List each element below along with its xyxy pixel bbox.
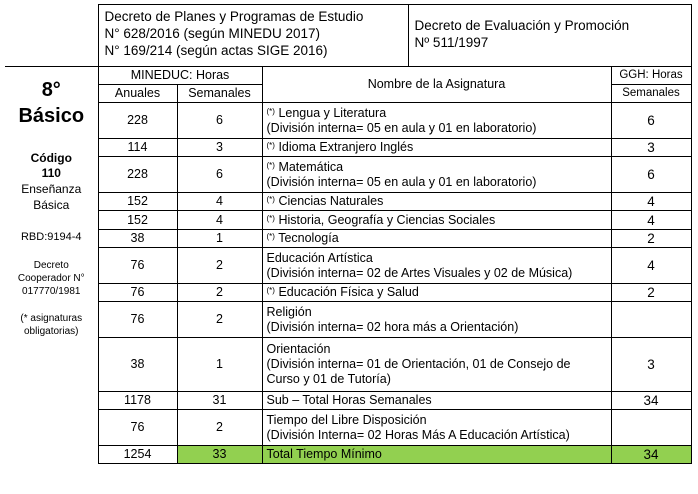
obligatory-marker: (*) <box>266 213 275 223</box>
ggh-hours-cell: 3 <box>611 139 691 157</box>
subject-name-cell <box>262 230 611 248</box>
subject-row <box>5 284 691 302</box>
ggh-hours-cell: 4 <box>611 248 691 284</box>
ggh-hours-cell: 2 <box>611 230 691 248</box>
obligatory-marker: (*) <box>266 106 275 116</box>
subject-detail: (División interna= 01 de Orientación, 01 de Consejo de <box>266 357 571 371</box>
ggh-hours-cell <box>611 410 691 446</box>
decreto-evaluacion-line: Decreto de Evaluación y Promoción <box>414 18 630 33</box>
subject-name: Sub – Total Horas Semanales <box>266 393 432 407</box>
anual-hours-cell: 38 <box>98 230 177 248</box>
weekly-hours-cell: 6 <box>177 157 262 193</box>
weekly-hours-cell: 3 <box>177 139 262 157</box>
subject-detail: (División Interna= 02 Horas Más A Educación Artística) <box>266 427 570 442</box>
weekly-hours-cell: 2 <box>177 410 262 446</box>
subject-name-cell <box>262 284 611 302</box>
subject-row <box>5 211 691 230</box>
subject-row <box>5 230 691 248</box>
anual-hours-cell: 1178 <box>98 392 177 410</box>
codigo-number: 110 <box>41 166 61 180</box>
anual-hours-cell: 114 <box>98 139 177 157</box>
ggh-hours-cell <box>611 302 691 338</box>
ggh-hours-cell: 4 <box>611 193 691 211</box>
obligatory-marker: (*) <box>266 232 275 241</box>
ggh-hours-cell: 6 <box>611 103 691 139</box>
ggh-header: GGH: Horas <box>611 67 691 85</box>
subject-name: Educación Física y Salud <box>278 285 419 299</box>
subject-row <box>5 139 691 157</box>
anual-hours-cell: 76 <box>98 284 177 302</box>
nota-obligatorias: (* asignaturas <box>20 313 83 324</box>
subject-name-cell <box>262 302 611 338</box>
codigo-label: Código <box>30 151 72 165</box>
subject-name: Historia, Geografía y Ciencias Sociales <box>278 212 496 227</box>
subject-detail: (División interna= 05 en aula y 01 en laboratorio) <box>266 120 537 135</box>
anual-hours-cell: 76 <box>98 410 177 446</box>
ggh-hours-cell: 3 <box>611 338 691 392</box>
subject-name-cell <box>262 103 611 139</box>
subject-name-cell <box>262 410 611 446</box>
ggh-hours-cell: 6 <box>611 157 691 193</box>
anual-hours-cell: 152 <box>98 211 177 230</box>
subject-name-cell <box>262 446 611 464</box>
subject-name: Educación Artística <box>266 250 373 265</box>
obligatory-marker: (*) <box>266 141 275 150</box>
weekly-hours-cell: 2 <box>177 284 262 302</box>
decreto-planes-line: N° 169/214 (según actas SIGE 2016) <box>104 43 328 58</box>
weekly-hours-cell: 4 <box>177 193 262 211</box>
ggh-hours-cell: 34 <box>611 392 691 410</box>
subject-name: Tiempo del Libre Disposición <box>266 412 427 427</box>
subject-detail: (División interna= 02 hora más a Orientación) <box>266 319 519 334</box>
subject-name-cell <box>262 392 611 410</box>
subject-name-cell <box>262 139 611 157</box>
decreto-cooperador-line: Cooperador N° <box>17 273 85 284</box>
grade-label-2: Básico <box>18 105 85 127</box>
ggh-semanales-header: Semanales <box>611 85 691 103</box>
subject-row <box>5 338 691 392</box>
subject-detail: Curso y 01 de Tutoría) <box>266 372 391 386</box>
anual-hours-cell: 228 <box>98 103 177 139</box>
anual-hours-cell: 1254 <box>98 446 177 464</box>
mineduc-header: MINEDUC: Horas <box>98 67 262 85</box>
subject-name: Tecnología <box>278 231 339 245</box>
decreto-planes-line: N° 628/2016 (según MINEDU 2017) <box>104 26 321 41</box>
decreto-evaluacion-header <box>408 5 691 67</box>
subject-name: Matemática <box>278 159 344 174</box>
weekly-hours-cell: 4 <box>177 211 262 230</box>
grade-label: 8° <box>41 79 61 101</box>
subject-detail: (División interna= 02 de Artes Visuales y 02 de Música) <box>266 265 573 280</box>
subject-row <box>5 103 691 139</box>
weekly-hours-cell: 1 <box>177 338 262 392</box>
anuales-header: Anuales <box>98 85 177 103</box>
anual-hours-cell: 76 <box>98 302 177 338</box>
anual-hours-cell: 38 <box>98 338 177 392</box>
weekly-hours-cell: 33 <box>177 446 262 464</box>
subject-row <box>5 410 691 446</box>
curriculum-table <box>5 4 692 464</box>
weekly-hours-cell: 31 <box>177 392 262 410</box>
nota-obligatorias: obligatorias) <box>24 326 79 337</box>
anual-hours-cell: 76 <box>98 248 177 284</box>
subject-name: Orientación <box>266 342 331 356</box>
obligatory-marker: (*) <box>266 160 275 170</box>
decreto-cooperador-line: Decreto <box>33 260 69 271</box>
decreto-planes-header <box>98 5 408 67</box>
ggh-hours-cell: 2 <box>611 284 691 302</box>
grade-info-cell <box>5 67 98 464</box>
subject-name: Total Tiempo Mínimo <box>266 447 382 461</box>
weekly-hours-cell: 2 <box>177 302 262 338</box>
subject-row <box>5 392 691 410</box>
subject-name-cell <box>262 338 611 392</box>
ggh-hours-cell: 4 <box>611 211 691 230</box>
subject-row <box>5 248 691 284</box>
subject-row <box>5 193 691 211</box>
ggh-hours-cell: 34 <box>611 446 691 464</box>
subject-row <box>5 446 691 464</box>
anual-hours-cell: 228 <box>98 157 177 193</box>
semanales-header: Semanales <box>177 85 262 103</box>
subject-name-cell <box>262 157 611 193</box>
subject-name: Religión <box>266 304 312 319</box>
weekly-hours-cell: 2 <box>177 248 262 284</box>
subject-name-cell <box>262 193 611 211</box>
decreto-evaluacion-line: Nº 511/1997 <box>414 35 489 50</box>
subject-row <box>5 157 691 193</box>
subject-name: Ciencias Naturales <box>278 194 384 208</box>
anual-hours-cell: 152 <box>98 193 177 211</box>
subject-detail: (División interna= 05 en aula y 01 en laboratorio) <box>266 174 537 189</box>
obligatory-marker: (*) <box>266 195 275 204</box>
subject-name: Lengua y Literatura <box>278 105 387 120</box>
basica-label: Básica <box>33 198 70 212</box>
weekly-hours-cell: 1 <box>177 230 262 248</box>
obligatory-marker: (*) <box>266 286 275 295</box>
subject-row <box>5 302 691 338</box>
rbd-label: RBD:9194-4 <box>20 231 82 243</box>
asignatura-header: Nombre de la Asignatura <box>262 67 611 103</box>
decreto-planes-line: Decreto de Planes y Programas de Estudio <box>104 9 364 24</box>
weekly-hours-cell: 6 <box>177 103 262 139</box>
subject-name: Idioma Extranjero Inglés <box>278 140 414 154</box>
subject-name-cell <box>262 211 611 230</box>
ensenanza-label: Enseñanza <box>21 182 82 196</box>
decreto-cooperador-line: 017770/1981 <box>22 286 81 297</box>
corner-blank <box>5 5 98 67</box>
subject-name-cell <box>262 248 611 284</box>
